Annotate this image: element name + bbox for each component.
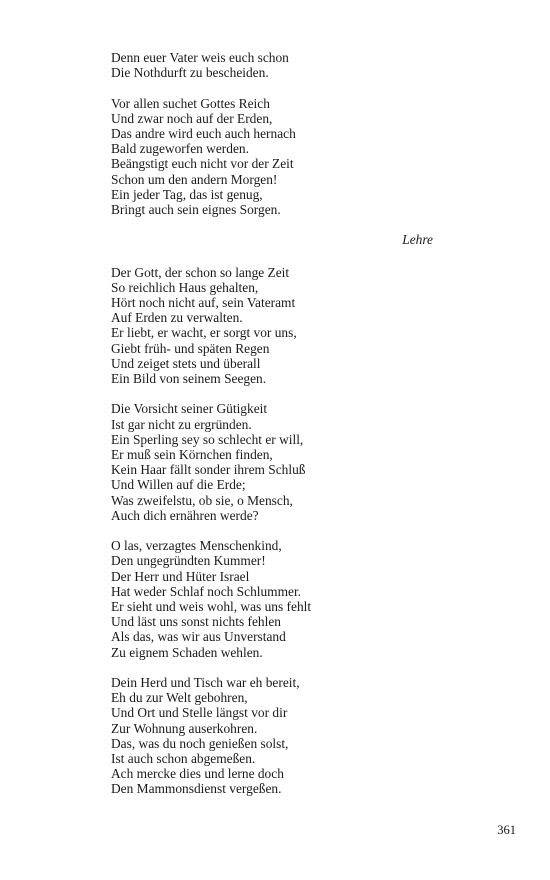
verse-line: Was zweifelstu, ob sie, o Mensch, bbox=[111, 492, 293, 508]
stanza bbox=[111, 96, 441, 218]
verse-line: Er liebt, er wacht, er sorgt vor uns, bbox=[111, 325, 297, 341]
verse-line: Zu eignem Schaden wehlen. bbox=[111, 644, 263, 660]
verse-line: Kein Haar fällt sonder ihrem Schluß bbox=[111, 462, 306, 478]
section-heading: Lehre bbox=[402, 232, 433, 248]
verse-line: Hört noch nicht auf, sein Vateramt bbox=[111, 295, 296, 311]
verse-line: Die Nothdurft zu bescheiden. bbox=[111, 65, 269, 81]
verse-line: Hat weder Schlaf noch Schlummer. bbox=[111, 583, 302, 599]
verse-line: O las, verzagtes Menschenkind, bbox=[111, 538, 282, 554]
verse-line: Den ungegründten Kummer! bbox=[111, 553, 266, 569]
verse-line: Ein Sperling sey so schlecht er will, bbox=[111, 431, 304, 447]
verse-line: Der Gott, der schon so lange Zeit bbox=[111, 264, 290, 280]
verse-line: Schon um den andern Morgen! bbox=[111, 171, 278, 187]
verse-line: Und zeiget stets und überall bbox=[111, 355, 261, 371]
verse-line: Das andre wird euch auch hernach bbox=[111, 126, 296, 141]
verse-line: Dein Herd und Tisch war eh bereit, bbox=[111, 675, 300, 691]
verse-line: Ein Bild von seinem Seegen. bbox=[111, 371, 267, 387]
verse-line: Der Herr und Hüter Israel bbox=[111, 568, 250, 584]
verse-line: Auf Erden zu verwalten. bbox=[111, 310, 243, 326]
stanza bbox=[111, 675, 441, 797]
poem-text bbox=[111, 50, 441, 812]
verse-line: Als das, was wir aus Unverstand bbox=[111, 629, 286, 645]
verse-line: Zur Wohnung auserkohren. bbox=[111, 720, 258, 736]
stanza bbox=[111, 50, 441, 80]
verse-line: Eh du zur Welt gebohren, bbox=[111, 690, 248, 706]
verse-line: Ein jeder Tag, das ist genug, bbox=[111, 186, 263, 202]
verse-line: Beängstigt euch nicht vor der Zeit bbox=[111, 156, 294, 172]
verse-line: Ach mercke dies und lerne doch bbox=[111, 766, 284, 782]
verse-line: Bringt auch sein eignes Sorgen. bbox=[111, 202, 281, 218]
verse-line: Den Mammonsdienst vergeßen. bbox=[111, 781, 282, 797]
stanza bbox=[111, 401, 441, 523]
verse-line: Und zwar noch auf der Erden, bbox=[111, 110, 273, 126]
verse-line: Vor allen suchet Gottes Reich bbox=[111, 95, 270, 111]
verse-line: Die Vorsicht seiner Gütigkeit bbox=[111, 401, 268, 417]
verse-line: Und Willen auf die Erde; bbox=[111, 477, 246, 493]
page-number: 361 bbox=[497, 823, 516, 837]
verse-line: Denn euer Vater weis euch schon bbox=[111, 50, 289, 65]
verse-line: Und läst uns sonst nichts fehlen bbox=[111, 614, 281, 630]
verse-line: So reichlich Haus gehalten, bbox=[111, 279, 259, 295]
verse-line: Ist gar nicht zu ergründen. bbox=[111, 416, 252, 432]
verse-line: Das, was du noch genießen solst, bbox=[111, 735, 289, 751]
verse-line: Giebt früh- und späten Regen bbox=[111, 340, 270, 356]
stanza bbox=[111, 538, 441, 660]
stanza bbox=[111, 265, 441, 387]
verse-line: Bald zugeworfen werden. bbox=[111, 141, 249, 157]
verse-line: Er sieht und weis wohl, was uns fehlt bbox=[111, 599, 312, 615]
verse-line: Ist auch schon abgemeßen. bbox=[111, 751, 256, 767]
verse-line: Auch dich ernähren werde? bbox=[111, 507, 259, 523]
verse-line: Er muß sein Körnchen finden, bbox=[111, 447, 273, 463]
verse-line: Und Ort und Stelle längst vor dir bbox=[111, 705, 288, 721]
